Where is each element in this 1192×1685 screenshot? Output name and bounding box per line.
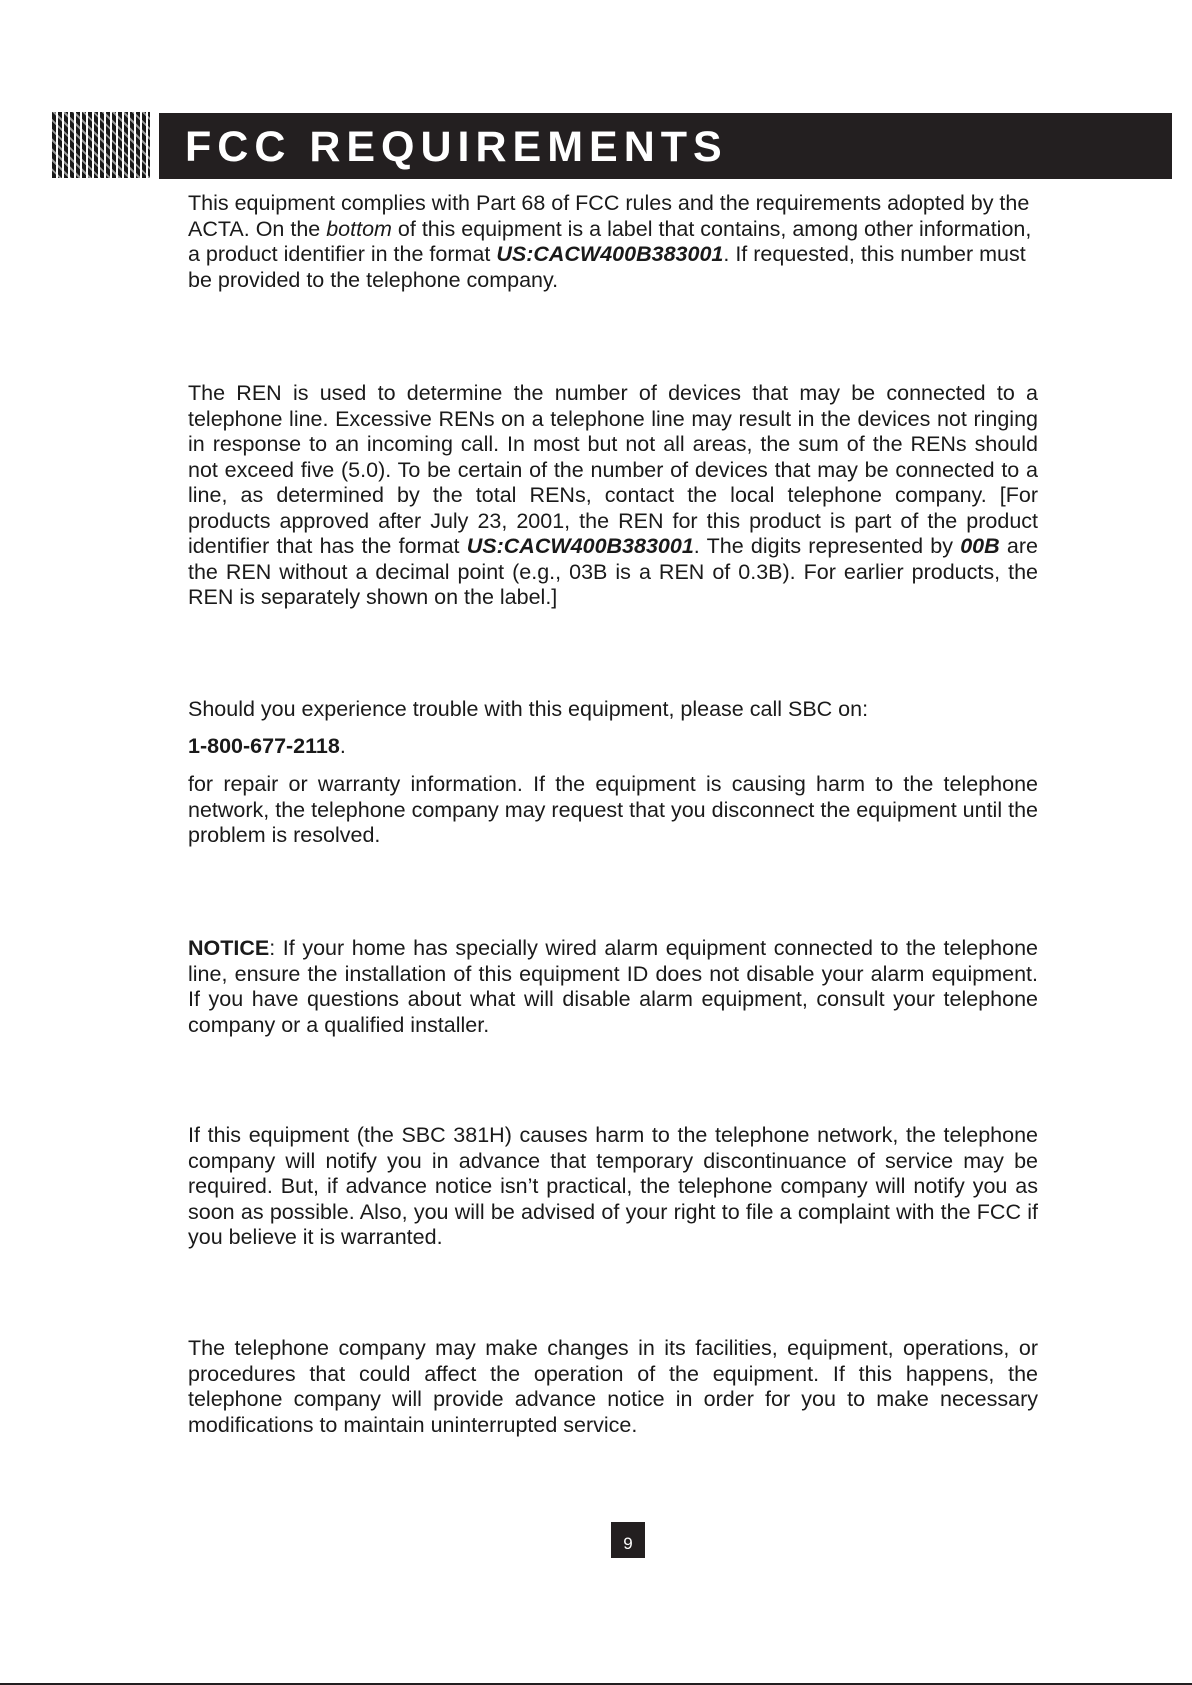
header-pattern-graphic <box>52 112 150 178</box>
paragraph-text: of this equipment is a label that contains, among other information, a product identifier in the format <box>188 216 1032 266</box>
notice-label: NOTICE <box>188 936 270 960</box>
paragraph-label-info <box>188 191 1038 293</box>
product-identifier: US:CACW400B383001 <box>466 534 694 558</box>
paragraph-text: . <box>339 734 346 758</box>
product-identifier: US:CACW400B383001 <box>496 242 724 266</box>
paragraph-text: This equipment complies with Part 68 of FCC rules and the requirements adopted by the ACTA. On the <box>188 191 1030 241</box>
ren-digits: 00B <box>960 534 1000 558</box>
paragraph-text: : If your home has specially wired alarm equipment connected to the telephone line, ensure the installation of this equipment ID does not disable your alarm equipment. If you have questions about what will disable alarm equipment, consult your telephone company or a qualified installer. <box>188 936 1038 1037</box>
phone-number: 1-800-677-2118 <box>188 734 340 758</box>
page-number: 9 <box>611 1522 645 1558</box>
page-title: FCC REQUIREMENTS <box>185 123 728 171</box>
paragraph-text: . The digits represented by <box>693 534 961 558</box>
paragraph-text: The telephone company may make changes in its facilities, equipment, operations, or procedures that could affect the operation of the equipment. If this happens, the telephone company will provide advance notice in order for you to make necessary modifications to maintain uninterrupted service. <box>188 1336 1038 1437</box>
paragraph-text: The REN is used to determine the number of devices that may be connected to a telephone line. Excessive RENs on a telephone line may result in the devices not ringing in response to an incoming call. In most but not all areas, the sum of the RENs should not exceed five (5.0). To be certain of the number of devices that may be connected to a line, as determined by the total RENs, contact the local telephone company. [For products approved after July 23, 2001, the REN for this product is part of the product identifier that has the format <box>188 381 1038 558</box>
paragraph-text: are the REN without a decimal point (e.g., 03B is a REN of 0.3B). For earlier products, the REN is separately shown on the label.] <box>188 534 1038 609</box>
paragraph-harm <box>188 1123 1038 1251</box>
paragraph-ren <box>188 381 1038 611</box>
paragraph-repair <box>188 772 1038 849</box>
paragraph-notice <box>188 936 1038 1038</box>
paragraph-text: If this equipment (the SBC 381H) causes harm to the telephone network, the telephone company will notify you in advance that temporary discontinuance of service may be required. But, if advance notice isn’t practical, the telephone company will notify you as soon as possible. Also, you will be advised of your right to file a complaint with the FCC if you believe it is warranted. <box>188 1123 1038 1249</box>
paragraph-text: for repair or warranty information. If the equipment is causing harm to the telephone network, the telephone company may request that you disconnect the equipment until the problem is resolved. <box>188 772 1038 847</box>
paragraph-text: Should you experience trouble with this equipment, please call SBC on: <box>188 697 869 721</box>
emphasis-text: bottom <box>326 216 392 241</box>
paragraph-text: . If requested, this number must be provided to the telephone company. <box>188 242 1026 292</box>
paragraph-trouble <box>188 697 1038 723</box>
paragraph-changes <box>188 1336 1038 1438</box>
paragraph-phone <box>188 734 1038 760</box>
